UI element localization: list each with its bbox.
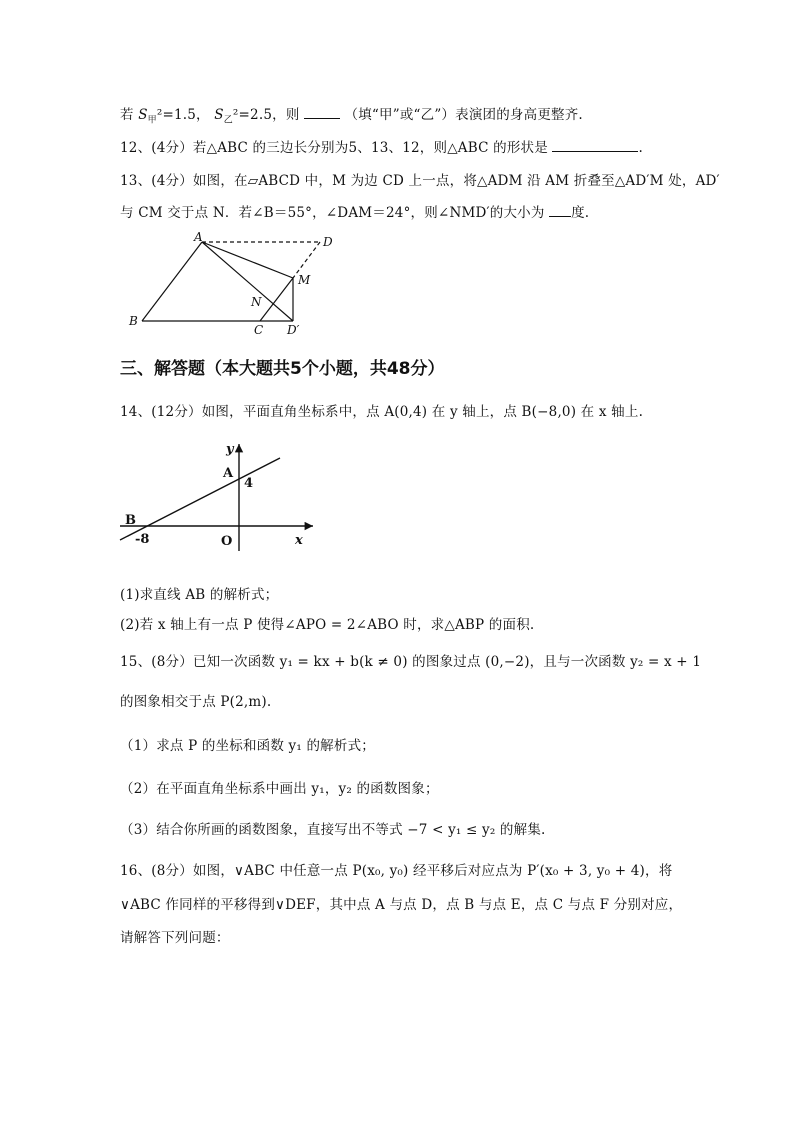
segment-ba: [142, 242, 202, 321]
origin-label: O: [221, 534, 233, 549]
segment-mc: [260, 278, 293, 321]
question-16-line-3: 请解答下列问题：: [120, 930, 230, 946]
question-13-line-2: [120, 201, 589, 221]
label-d: D: [323, 235, 333, 249]
variance-symbol-2: S: [214, 107, 224, 123]
question-14-part-1: (1)求直线 AB 的解析式；: [120, 587, 279, 603]
question-14-stem: 14、(12分）如图，平面直角坐标系中，点 A(0,4) 在 y 轴上，点 B(−8,0) 在 x 轴上.: [120, 404, 644, 420]
question-15-sub-1: （1）求点 P 的坐标和函数 y₁ 的解析式；: [120, 738, 375, 754]
label-m: M: [298, 273, 311, 287]
line-ab: [120, 458, 280, 540]
fill-hint: （填“甲”或“乙”）表演团的身高更整齐.: [344, 107, 583, 123]
label-a: A: [194, 230, 203, 244]
point-b-label: B: [125, 513, 136, 528]
text-ruo: 若: [120, 107, 134, 123]
label-c: C: [254, 323, 264, 337]
q13-answer-blank: [549, 203, 571, 217]
q12-answer-blank: [552, 138, 638, 152]
label-n: N: [251, 295, 262, 309]
sub-jia: 甲: [147, 115, 157, 126]
variance-question-line: [120, 103, 583, 126]
parallelogram-figure: [120, 228, 350, 340]
question-16-line-2: ∨ABC 作同样的平移得到∨DEF，其中点 A 与点 D，点 B 与点 E，点 C 与点 F 分别对应，: [120, 897, 683, 913]
q12-period: .: [638, 140, 643, 156]
y-axis-label: y: [226, 442, 234, 457]
q13-text: 与 CM 交于点 N．若∠B＝55°，∠DAM＝24°，则∠NMD′的大小为: [120, 205, 545, 221]
q12-text: 12、(4分）若△ABC 的三边长分别为5、13、12，则△ABC 的形状是: [120, 140, 548, 156]
question-15-line-2: 的图象相交于点 P(2,m).: [120, 694, 272, 710]
q13-unit: 度.: [571, 205, 590, 221]
question-16-line-1: 16、(8分）如图，∨ABC 中任意一点 P(x₀, y₀) 经平移后对应点为 P′(x₀ + 3, y₀ + 4)，将: [120, 863, 673, 879]
answer-blank: [304, 105, 340, 119]
segment-ad-prime: [202, 242, 293, 321]
question-12: [120, 136, 643, 156]
a-coordinate-label: 4: [244, 476, 254, 491]
variance-symbol: S: [138, 107, 148, 123]
question-14-part-2: (2)若 x 轴上有一点 P 使得∠APO = 2∠ABO 时，求△ABP 的面积.: [120, 617, 535, 633]
variance-jia-value: ²=1.5，: [156, 107, 210, 123]
b-coordinate-label: -8: [135, 532, 150, 547]
coordinate-figure: [115, 436, 320, 552]
question-15-line-1: 15、(8分）已知一次函数 y₁ = kx + b(k ≠ 0) 的图象过点 (0,−2)，且与一次函数 y₂ = x + 1: [120, 654, 702, 670]
variance-yi-value: ²=2.5，则: [232, 107, 300, 123]
question-13-line-1: 13、(4分）如图，在▱ABCD 中，M 为边 CD 上一点，将△ADM 沿 AM 折叠至△AD′M 处，AD′: [120, 173, 720, 189]
x-axis-label: x: [295, 533, 303, 548]
section-3-title: 三、解答题（本大题共5个小题，共48分）: [120, 359, 445, 379]
sub-yi: 乙: [223, 115, 233, 126]
label-b: B: [129, 314, 138, 328]
question-15-sub-2: （2）在平面直角坐标系中画出 y₁，y₂ 的函数图象；: [120, 781, 439, 797]
point-a-label: A: [223, 466, 234, 481]
segment-am: [202, 242, 293, 278]
question-15-sub-3: （3）结合你所画的函数图象，直接写出不等式 −7 < y₁ ≤ y₂ 的解集.: [120, 822, 546, 838]
label-d-prime: D′: [287, 323, 300, 337]
